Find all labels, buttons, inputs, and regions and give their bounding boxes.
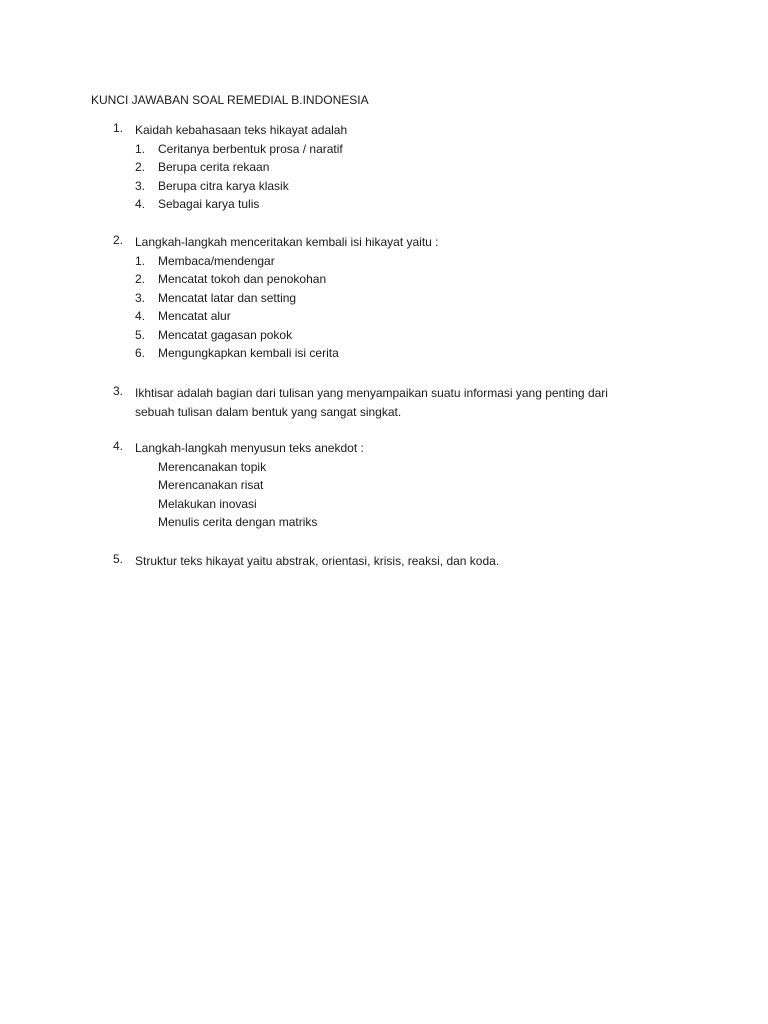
question-text: Struktur teks hikayat yaitu abstrak, orientasi, krisis, reaksi, dan koda. [135, 554, 500, 568]
list-item [135, 177, 673, 196]
list-item: Merencanakan risat [158, 478, 264, 493]
list-item [135, 140, 673, 159]
list-item-text: Mencatat gagasan pokok [158, 327, 293, 342]
list-item: Melakukan inovasi [158, 496, 257, 511]
list-item [135, 326, 673, 345]
question-number: 4. [113, 439, 124, 453]
question-1 [113, 121, 673, 214]
question-text: Kaidah kebahasaan teks hikayat adalah [135, 123, 348, 137]
list-item-number: 1. [135, 253, 146, 268]
list-item-text: Berupa cerita rekaan [158, 160, 270, 175]
question-2 [113, 233, 673, 363]
list-item-number: 6. [135, 346, 146, 361]
list-item: Merencanakan topik [158, 459, 267, 474]
answer-list [135, 140, 673, 214]
question-4 [113, 439, 673, 532]
answer-list [135, 252, 673, 364]
question-3 [113, 384, 673, 421]
list-item [135, 195, 673, 214]
list-item-text: Mencatat tokoh dan penokohan [158, 272, 327, 287]
list-item-number: 2. [135, 272, 146, 287]
list-item-number: 3. [135, 290, 146, 305]
list-item [135, 252, 673, 271]
list-item [135, 344, 673, 363]
list-item-number: 4. [135, 197, 146, 212]
question-text-line-2: sebuah tulisan dalam bentuk yang sangat singkat. [135, 404, 402, 419]
question-number: 3. [113, 384, 124, 398]
list-item-number: 5. [135, 327, 146, 342]
document-title: KUNCI JAWABAN SOAL REMEDIAL B.INDONESIA [91, 93, 369, 107]
list-item-text: Sebagai karya tulis [158, 197, 260, 212]
question-number: 1. [113, 121, 124, 135]
question-number: 2. [113, 233, 124, 247]
list-item-number: 2. [135, 160, 146, 175]
question-number: 5. [113, 552, 124, 566]
question-text: Langkah-langkah menceritakan kembali isi hikayat yaitu : [135, 235, 439, 249]
question-text: Langkah-langkah menyusun teks anekdot : [135, 441, 364, 455]
list-item [135, 307, 673, 326]
list-item-number: 1. [135, 141, 146, 156]
list-item-text: Mencatat alur [158, 309, 231, 324]
list-item-text: Ceritanya berbentuk prosa / naratif [158, 141, 343, 156]
list-item-text: Berupa citra karya klasik [158, 178, 289, 193]
list-item-number: 3. [135, 178, 146, 193]
question-text-line-1: Ikhtisar adalah bagian dari tulisan yang menyampaikan suatu informasi yang penting dari [135, 386, 608, 400]
list-item-text: Mengungkapkan kembali isi cerita [158, 346, 339, 361]
question-5 [113, 552, 673, 571]
list-item [135, 289, 673, 308]
list-item [135, 270, 673, 289]
list-item-number: 4. [135, 309, 146, 324]
list-item: Menulis cerita dengan matriks [158, 515, 318, 530]
list-item-text: Mencatat latar dan setting [158, 290, 297, 305]
list-item [135, 158, 673, 177]
list-item-text: Membaca/mendengar [158, 253, 275, 268]
